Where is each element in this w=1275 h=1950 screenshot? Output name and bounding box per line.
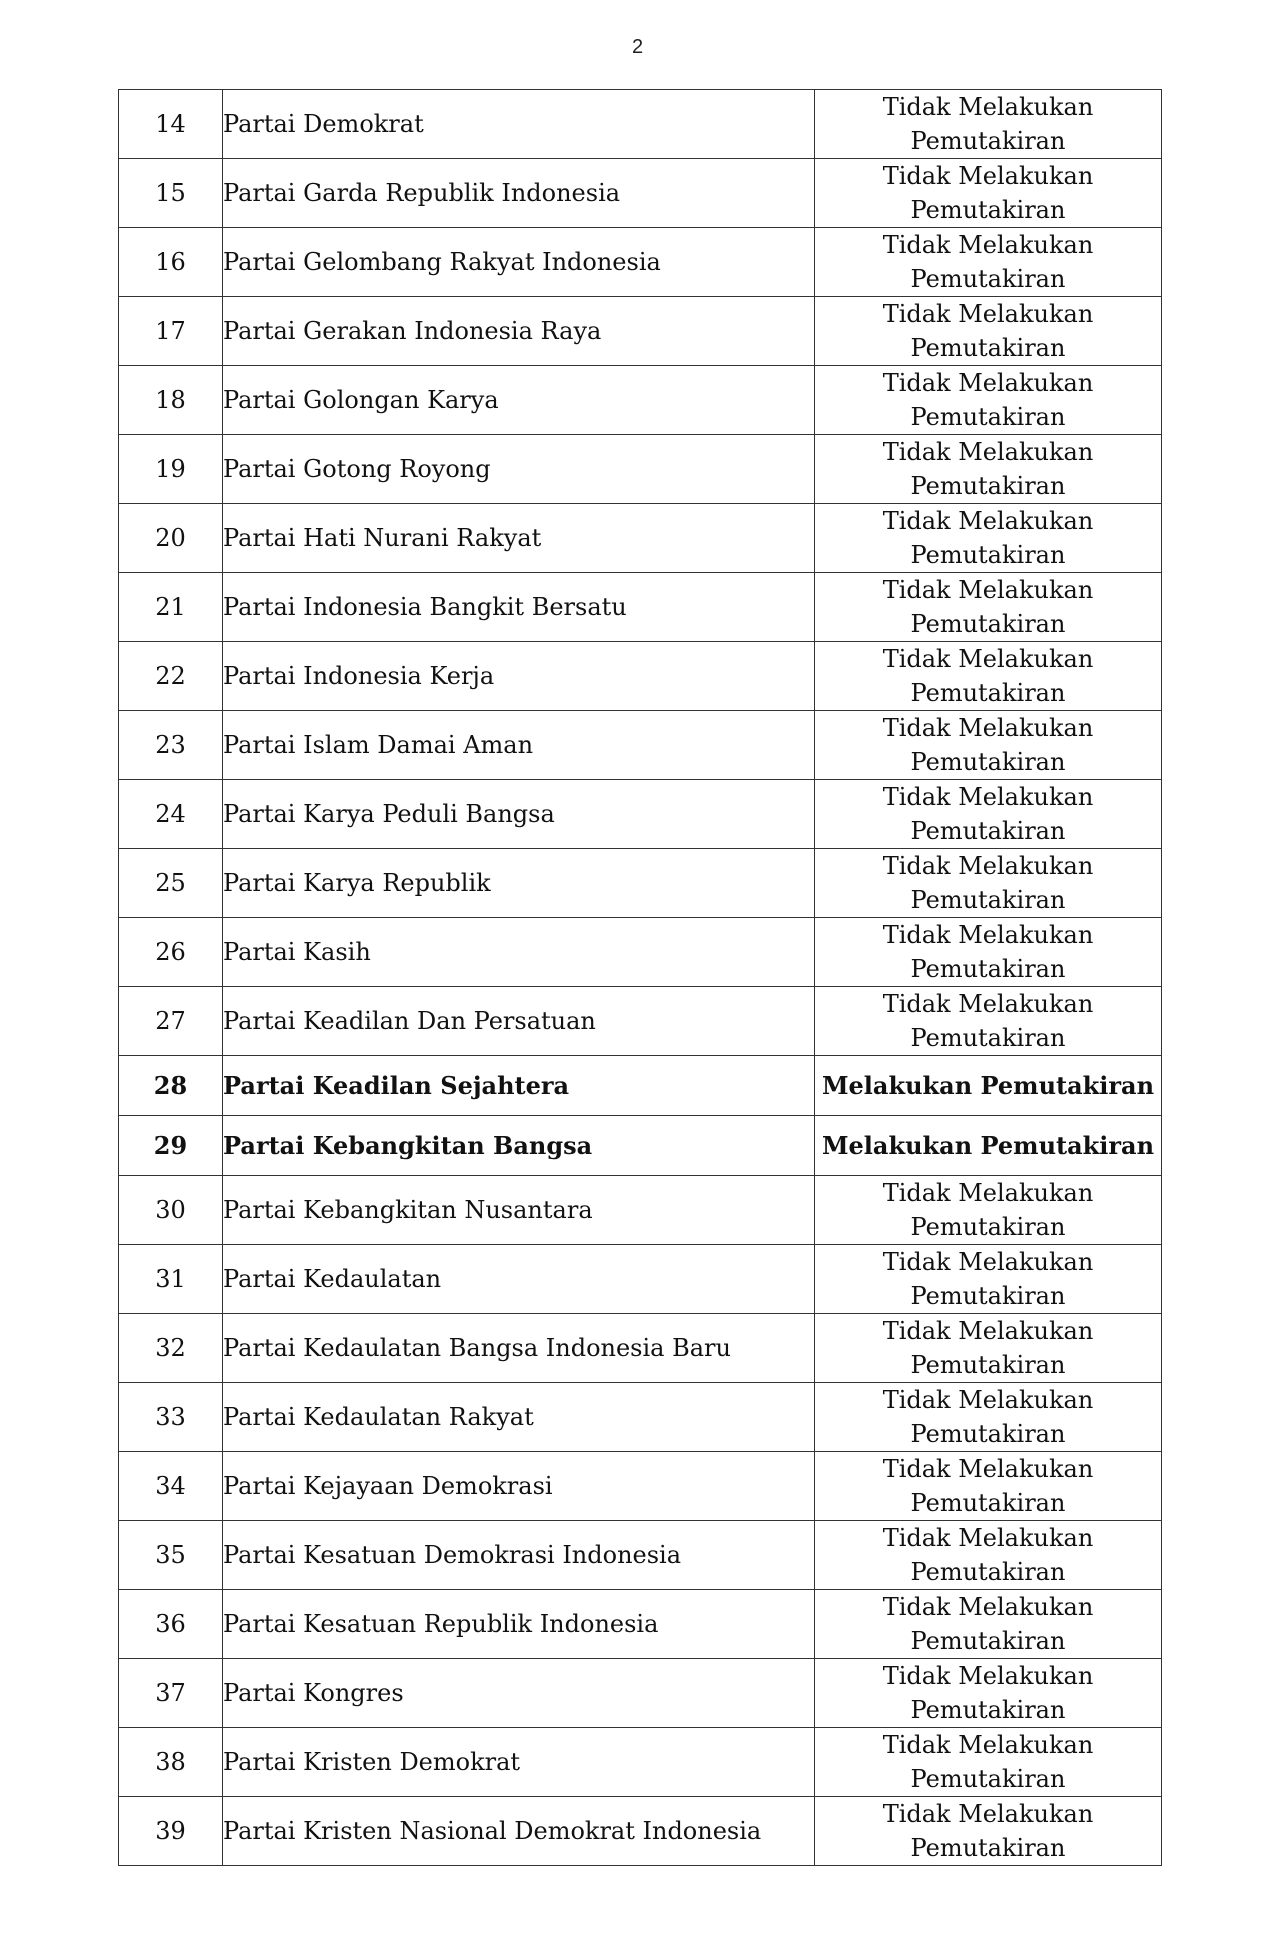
row-number: 37 [119,1659,223,1728]
update-status [815,1383,1162,1452]
update-status [815,642,1162,711]
status-line: Pemutakiran [910,334,1066,362]
party-name: Partai Kesatuan Demokrasi Indonesia [223,1521,815,1590]
table-row [119,1176,1162,1245]
party-name: Partai Kejayaan Demokrasi [223,1452,815,1521]
party-name: Partai Demokrat [223,90,815,159]
party-name: Partai Karya Peduli Bangsa [223,780,815,849]
update-status [815,1314,1162,1383]
status-line: Pemutakiran [910,1213,1066,1241]
party-name: Partai Kedaulatan Rakyat [223,1383,815,1452]
status-line: Tidak Melakukan [882,990,1094,1018]
status-line: Pemutakiran [910,1489,1066,1517]
status-line: Tidak Melakukan [882,1800,1094,1828]
update-status [815,1590,1162,1659]
update-status [815,918,1162,987]
update-status [815,573,1162,642]
status-line: Pemutakiran [910,541,1066,569]
table-row [119,1314,1162,1383]
update-status [815,228,1162,297]
update-status [815,435,1162,504]
row-number: 36 [119,1590,223,1659]
row-number: 17 [119,297,223,366]
row-number: 26 [119,918,223,987]
table-row [119,1659,1162,1728]
status-line: Pemutakiran [910,265,1066,293]
table-row [119,849,1162,918]
row-number: 27 [119,987,223,1056]
status-line: Tidak Melakukan [882,1317,1094,1345]
table-row [119,711,1162,780]
status-line: Pemutakiran [910,472,1066,500]
party-name: Partai Kongres [223,1659,815,1728]
party-name: Partai Gelombang Rakyat Indonesia [223,228,815,297]
party-name: Partai Garda Republik Indonesia [223,159,815,228]
party-name: Partai Golongan Karya [223,366,815,435]
status-line: Pemutakiran [910,886,1066,914]
table-row [119,435,1162,504]
status-line: Tidak Melakukan [882,369,1094,397]
row-number: 22 [119,642,223,711]
update-status [815,849,1162,918]
row-number: 33 [119,1383,223,1452]
update-status [815,1176,1162,1245]
status-line: Tidak Melakukan [882,645,1094,673]
row-number: 34 [119,1452,223,1521]
party-name: Partai Kebangkitan Nusantara [223,1176,815,1245]
table-row [119,228,1162,297]
table-row [119,573,1162,642]
status-line: Pemutakiran [910,1282,1066,1310]
status-line: Pemutakiran [910,817,1066,845]
status-line: Pemutakiran [910,1420,1066,1448]
row-number: 21 [119,573,223,642]
table-row [119,1728,1162,1797]
party-name: Partai Kristen Nasional Demokrat Indonesia [223,1797,815,1866]
party-name: Partai Indonesia Kerja [223,642,815,711]
table-row [119,90,1162,159]
update-status [815,1056,1162,1116]
status-line: Pemutakiran [910,1765,1066,1793]
update-status [815,90,1162,159]
table-row [119,1056,1162,1116]
status-line: Pemutakiran [910,1024,1066,1052]
status-line: Tidak Melakukan [882,921,1094,949]
party-name: Partai Gerakan Indonesia Raya [223,297,815,366]
update-status [815,711,1162,780]
status-line: Tidak Melakukan [882,852,1094,880]
status-line: Tidak Melakukan [882,162,1094,190]
table-row [119,1590,1162,1659]
status-line: Pemutakiran [910,1558,1066,1586]
table-row [119,504,1162,573]
table-row [119,1383,1162,1452]
status-line: Pemutakiran [910,1351,1066,1379]
party-name: Partai Hati Nurani Rakyat [223,504,815,573]
table-row [119,159,1162,228]
status-line: Tidak Melakukan [882,1386,1094,1414]
row-number: 24 [119,780,223,849]
row-number: 25 [119,849,223,918]
party-name: Partai Islam Damai Aman [223,711,815,780]
status-line: Tidak Melakukan [882,1248,1094,1276]
status-line: Pemutakiran [910,1696,1066,1724]
status-line: Tidak Melakukan [882,300,1094,328]
update-status [815,987,1162,1056]
status-line: Melakukan Pemutakiran [821,1130,1155,1160]
party-name: Partai Kedaulatan [223,1245,815,1314]
status-line: Tidak Melakukan [882,576,1094,604]
update-status [815,1116,1162,1176]
party-name: Partai Gotong Royong [223,435,815,504]
status-line: Tidak Melakukan [882,93,1094,121]
table-row [119,1245,1162,1314]
update-status [815,1521,1162,1590]
update-status [815,159,1162,228]
update-status [815,780,1162,849]
update-status [815,366,1162,435]
update-status [815,1659,1162,1728]
party-name: Partai Indonesia Bangkit Bersatu [223,573,815,642]
status-line: Pemutakiran [910,1834,1066,1862]
update-status [815,504,1162,573]
status-line: Tidak Melakukan [882,1179,1094,1207]
table-row [119,297,1162,366]
status-line: Pemutakiran [910,196,1066,224]
status-line: Tidak Melakukan [882,1455,1094,1483]
party-name: Partai Kedaulatan Bangsa Indonesia Baru [223,1314,815,1383]
row-number: 35 [119,1521,223,1590]
status-line: Tidak Melakukan [882,783,1094,811]
row-number: 23 [119,711,223,780]
table-row [119,987,1162,1056]
table-row [119,1452,1162,1521]
status-line: Tidak Melakukan [882,1524,1094,1552]
status-line: Tidak Melakukan [882,1662,1094,1690]
status-line: Tidak Melakukan [882,438,1094,466]
party-name: Partai Kristen Demokrat [223,1728,815,1797]
status-line: Tidak Melakukan [882,1593,1094,1621]
party-table [118,89,1162,1866]
status-line: Pemutakiran [910,748,1066,776]
table-row [119,1521,1162,1590]
update-status [815,1728,1162,1797]
update-status [815,1245,1162,1314]
status-line: Tidak Melakukan [882,714,1094,742]
row-number: 30 [119,1176,223,1245]
status-line: Tidak Melakukan [882,231,1094,259]
row-number: 32 [119,1314,223,1383]
status-line: Tidak Melakukan [882,507,1094,535]
status-line: Pemutakiran [910,610,1066,638]
row-number: 28 [119,1056,223,1116]
status-line: Tidak Melakukan [882,1731,1094,1759]
table-row [119,1797,1162,1866]
row-number: 31 [119,1245,223,1314]
update-status [815,1452,1162,1521]
party-name: Partai Keadilan Dan Persatuan [223,987,815,1056]
status-line: Melakukan Pemutakiran [821,1070,1155,1100]
page-number: 2 [631,36,644,58]
row-number: 14 [119,90,223,159]
party-name: Partai Keadilan Sejahtera [223,1056,815,1116]
table-row [119,642,1162,711]
row-number: 20 [119,504,223,573]
party-name: Partai Kesatuan Republik Indonesia [223,1590,815,1659]
table-row [119,1116,1162,1176]
row-number: 16 [119,228,223,297]
row-number: 15 [119,159,223,228]
update-status [815,1797,1162,1866]
table-row [119,366,1162,435]
table-row [119,918,1162,987]
party-name: Partai Kebangkitan Bangsa [223,1116,815,1176]
status-line: Pemutakiran [910,679,1066,707]
row-number: 19 [119,435,223,504]
party-name: Partai Karya Republik [223,849,815,918]
row-number: 18 [119,366,223,435]
status-line: Pemutakiran [910,1627,1066,1655]
party-table-body [119,90,1162,1866]
status-line: Pemutakiran [910,955,1066,983]
status-line: Pemutakiran [910,403,1066,431]
party-name: Partai Kasih [223,918,815,987]
row-number: 29 [119,1116,223,1176]
status-line: Pemutakiran [910,127,1066,155]
row-number: 39 [119,1797,223,1866]
update-status [815,297,1162,366]
table-row [119,780,1162,849]
row-number: 38 [119,1728,223,1797]
